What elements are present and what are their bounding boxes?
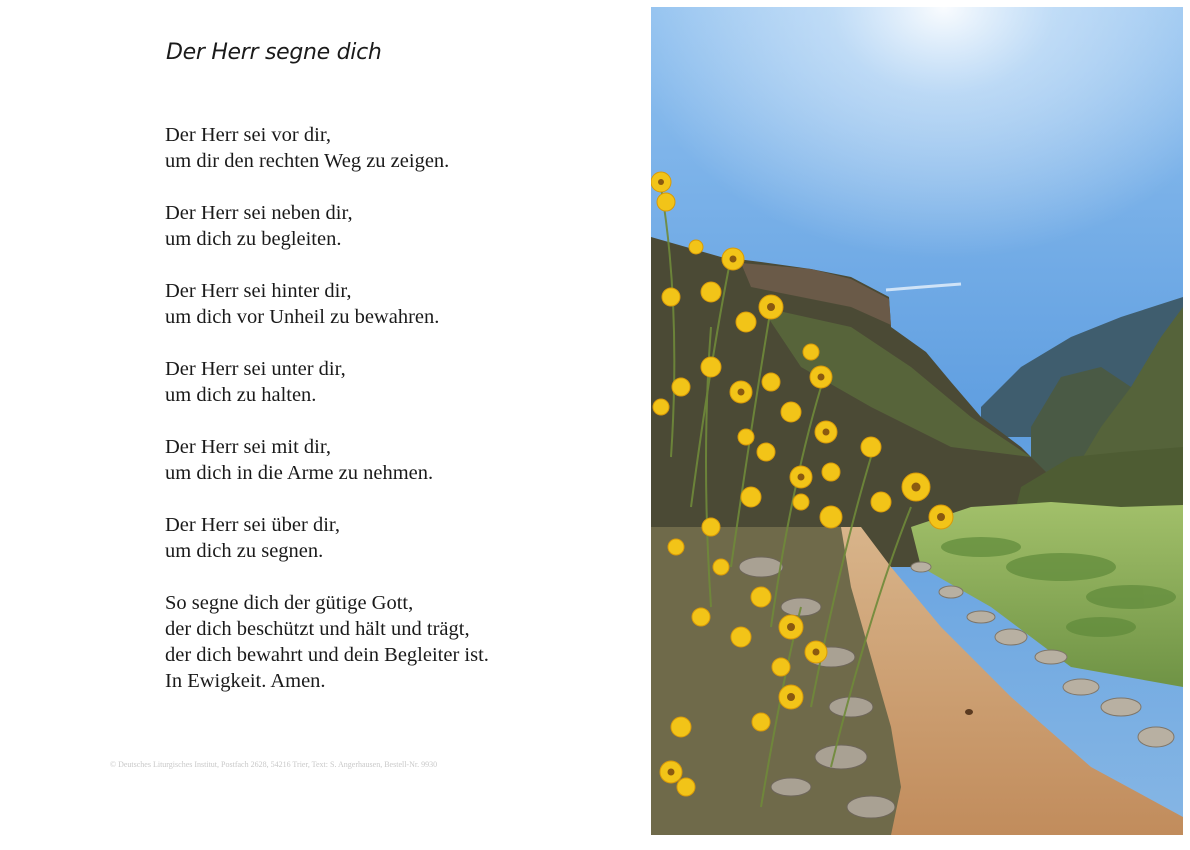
- stanza-line: um dir den rechten Weg zu zeigen.: [165, 150, 450, 172]
- stanza-line: um dich vor Unheil zu bewahren.: [165, 306, 440, 328]
- page-title: Der Herr segne dich: [166, 40, 382, 65]
- stanza: [165, 356, 635, 408]
- stanza: [165, 278, 635, 330]
- stanza: [165, 122, 635, 174]
- landscape-photo: [651, 7, 1183, 835]
- stanza: [165, 512, 635, 564]
- stanza: [165, 200, 635, 252]
- stanza-line: Der Herr sei hinter dir,: [165, 280, 352, 302]
- stanza-line: um dich in die Arme zu nehmen.: [165, 462, 434, 484]
- stanza-line: So segne dich der gütige Gott,: [165, 592, 414, 614]
- stanza-line: um dich zu segnen.: [165, 540, 324, 562]
- stanza-line: um dich zu begleiten.: [165, 228, 342, 250]
- stanza-line: Der Herr sei unter dir,: [165, 358, 346, 380]
- stanza-line: In Ewigkeit. Amen.: [165, 670, 326, 692]
- stanza-line: Der Herr sei neben dir,: [165, 202, 353, 224]
- stanza-line: der dich beschützt und hält und trägt,: [165, 618, 470, 640]
- stanza-line: Der Herr sei vor dir,: [165, 124, 331, 146]
- copyright-notice: © Deutsches Liturgisches Institut, Postfach 2628, 54216 Trier, Text: S. Angerhausen, Bestell-Nr. 9930: [110, 760, 438, 769]
- prayer-text: [165, 122, 635, 694]
- landscape-illustration: [651, 7, 1183, 835]
- stanza-line: Der Herr sei mit dir,: [165, 436, 331, 458]
- stanza-line: um dich zu halten.: [165, 384, 317, 406]
- closing-stanza: [165, 590, 635, 694]
- stanza-line: der dich bewahrt und dein Begleiter ist.: [165, 644, 489, 666]
- stanza-line: Der Herr sei über dir,: [165, 514, 341, 536]
- stanza: [165, 434, 635, 486]
